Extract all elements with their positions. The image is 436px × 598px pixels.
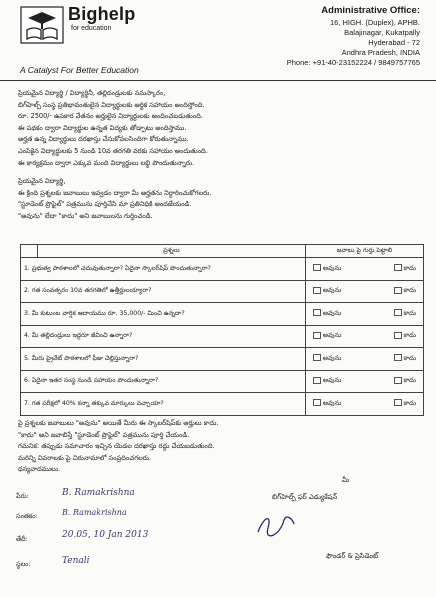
question-text: 4. మీ తల్లిదండ్రులు ఇద్దరూ జీవించి ఉన్నారా? xyxy=(21,325,306,348)
header-divider xyxy=(0,80,436,81)
address-line: Balajinagar, Kukatpally xyxy=(344,28,420,37)
no-option[interactable]: కాదు xyxy=(394,331,416,341)
table-header-row xyxy=(21,245,424,258)
closing-line: ధన్యవాదములు. xyxy=(18,465,61,474)
name-label: పేరు: xyxy=(16,492,29,500)
intro-line: బిగ్‌హెల్ప్ సంస్థ ప్రతిభావంతులైన విద్యార్థులకు ఆర్థిక సహాయం అందిస్తోంది. xyxy=(18,100,205,109)
answer-cell xyxy=(305,370,423,393)
eligibility-table xyxy=(20,244,424,416)
table-row xyxy=(21,325,424,348)
answer-cell xyxy=(305,258,423,281)
closing-paragraph xyxy=(18,418,418,476)
tagline: A Catalyst For Better Education xyxy=(20,65,139,75)
checkbox-icon xyxy=(394,287,402,294)
place-label: స్థలం: xyxy=(16,560,31,568)
founder-title: ఫౌండర్ & ప్రెసిడెంట్ xyxy=(326,552,379,560)
answer-cell xyxy=(305,303,423,326)
address-line: Hyderabad - 72 xyxy=(368,38,420,47)
intro-line: రూ. 2500/- ఉపకార వేతనం అర్హులైన విద్యార్థులకు అందించబడుతుంది. xyxy=(18,112,203,121)
date-value[interactable]: 20.05, 10 Jan 2013 xyxy=(62,530,149,540)
question-text: 6. ఏదైనా ఇతర సంస్థ నుండి సహాయం పొందుతున్నారా? xyxy=(21,370,306,393)
checkbox-icon xyxy=(313,332,321,339)
question-text: 1. ప్రభుత్వ పాఠశాలలో చదువుతున్నారా? ఏదైనా స్కాలర్‌షిప్ పొందుతున్నారా? xyxy=(21,258,306,281)
signature-value[interactable]: B. Ramakrishna xyxy=(62,508,127,517)
question-text: 3. మీ కుటుంబ వార్షిక ఆదాయము రూ. 35,000/- మించి ఉన్నదా? xyxy=(21,303,306,326)
no-option[interactable]: కాదు xyxy=(394,264,416,274)
table-header-num xyxy=(21,245,38,258)
yes-option[interactable]: అవును xyxy=(313,331,342,341)
no-option[interactable]: కాదు xyxy=(394,399,416,409)
bighelp-logo-icon xyxy=(20,6,64,44)
signature-mark-icon xyxy=(250,510,300,540)
checkbox-icon xyxy=(313,399,321,406)
intro-line: ఎంపికైన విద్యార్థులకు 5 నుండి 10వ తరగతి వరకు సహాయం అందుతుంది. xyxy=(18,146,208,155)
checkbox-icon xyxy=(394,377,402,384)
org-name: బిగ్‌హెల్ప్ ఫర్ ఎడ్యుకేషన్ xyxy=(272,493,338,501)
date-label: తేదీ: xyxy=(16,535,28,543)
address-line: Andhra Pradesh, INDIA xyxy=(341,48,420,57)
question-text: 5. మీరు ప్రైవేట్ పాఠశాలలో ఫీజు చెల్లిస్తున్నారా? xyxy=(21,348,306,371)
table-header-answer: జవాబు పై గుర్తు పెట్టాలి xyxy=(305,245,423,258)
checkbox-icon xyxy=(394,332,402,339)
instruction-line: "స్టూడెంట్ ప్రొఫైల్" పత్రమును పూర్తిచేసి మా ప్రతినిధికి అందజేయండి. xyxy=(18,200,192,209)
closing-line: పై ప్రశ్నలకు జవాబులు "అవును" అయితే మీరు ఈ స్కాలర్‌షిప్‌కు అర్హులు కాదు. xyxy=(18,419,219,427)
instruction-line: "అవును" లేదా "కాదు" అని జవాబులను గుర్తించండి. xyxy=(18,211,153,220)
yes-option[interactable]: అవును xyxy=(313,399,342,409)
brand-name: Bighelp xyxy=(68,4,136,24)
closing-salutation: మీ xyxy=(342,476,350,484)
checkbox-icon xyxy=(313,287,321,294)
checkbox-icon xyxy=(394,399,402,406)
yes-option[interactable]: అవును xyxy=(313,309,342,319)
intro-line: ప్రియమైన విద్యార్థి / విద్యార్థినీ, తల్లిదండ్రులకు నమస్కారం, xyxy=(18,89,166,97)
table-row xyxy=(21,393,424,416)
brand-subtitle: for education xyxy=(71,25,112,32)
section-heading: ప్రియమైన విద్యార్థి, xyxy=(18,177,66,185)
intro-line: ఈ కార్యక్రమం ద్వారా ఎక్కువ మంది విద్యార్థులు లబ్ధి పొందుతున్నారు. xyxy=(18,158,195,167)
question-text: 2. గత సంవత్సరం 10వ తరగతిలో ఉత్తీర్ణులయ్యారా? xyxy=(21,280,306,303)
place-value[interactable]: Tenali xyxy=(62,556,90,566)
office-title: Administrative Office: xyxy=(321,5,420,16)
yes-option[interactable]: అవును xyxy=(313,376,342,386)
phone-line: Phone: +91-40-23152224 / 9849757765 xyxy=(286,58,420,67)
intro-paragraph xyxy=(18,88,418,169)
table-row xyxy=(21,370,424,393)
no-option[interactable]: కాదు xyxy=(394,286,416,296)
intro-line: ఈ పథకం ద్వారా విద్యార్థుల ఉన్నత విద్యకు తోడ్పాటు అందిస్తాము. xyxy=(18,123,187,132)
answer-cell xyxy=(305,325,423,348)
checkbox-icon xyxy=(313,377,321,384)
table-row xyxy=(21,258,424,281)
table-row xyxy=(21,303,424,326)
checkbox-icon xyxy=(313,309,321,316)
intro-line: అర్హత ఉన్న విద్యార్థులు దరఖాస్తు చేసుకోవలసిందిగా కోరుతున్నాము. xyxy=(18,135,189,144)
answer-cell xyxy=(305,348,423,371)
checkbox-icon xyxy=(394,354,402,361)
table-row xyxy=(21,280,424,303)
no-option[interactable]: కాదు xyxy=(394,354,416,364)
address-line: 16, HIGH. (Duplex), APHB. xyxy=(329,18,420,27)
closing-line: మరిన్ని వివరాలకు పై చిరునామాలో సంప్రదించగలరు. xyxy=(18,453,152,462)
closing-line: "కాదు" అని జవాబిస్తే "స్టూడెంట్ ప్రొఫైల్" పత్రమును పూర్తి చేయండి. xyxy=(18,430,190,439)
checkbox-icon xyxy=(394,264,402,271)
table-row xyxy=(21,348,424,371)
closing-line: గమనిక: తప్పుడు సమాచారం ఇచ్చిన యెడల దరఖాస్తు రద్దు చేయబడుతుంది. xyxy=(18,442,215,451)
yes-option[interactable]: అవును xyxy=(313,286,342,296)
no-option[interactable]: కాదు xyxy=(394,309,416,319)
checkbox-icon xyxy=(394,309,402,316)
answer-cell xyxy=(305,280,423,303)
instructions xyxy=(18,176,418,222)
name-value[interactable]: B. Ramakrishna xyxy=(62,488,135,498)
yes-option[interactable]: అవును xyxy=(313,354,342,364)
yes-option[interactable]: అవును xyxy=(313,264,342,274)
table-header-question: ప్రశ్నలు xyxy=(38,245,306,258)
question-text: 7. గత పరీక్షలో 40% కన్నా తక్కువ మార్కులు వచ్చాయా? xyxy=(21,393,306,416)
answer-cell xyxy=(305,393,423,416)
no-option[interactable]: కాదు xyxy=(394,376,416,386)
checkbox-icon xyxy=(313,354,321,361)
signature-label: సంతకం: xyxy=(16,512,38,520)
checkbox-icon xyxy=(313,264,321,271)
instruction-line: ఈ క్రింది ప్రశ్నలకు జవాబులు ఇవ్వడం ద్వారా మీ అర్హతను నిర్ధారించుకోగలరు. xyxy=(18,188,212,197)
office-address xyxy=(230,4,420,68)
